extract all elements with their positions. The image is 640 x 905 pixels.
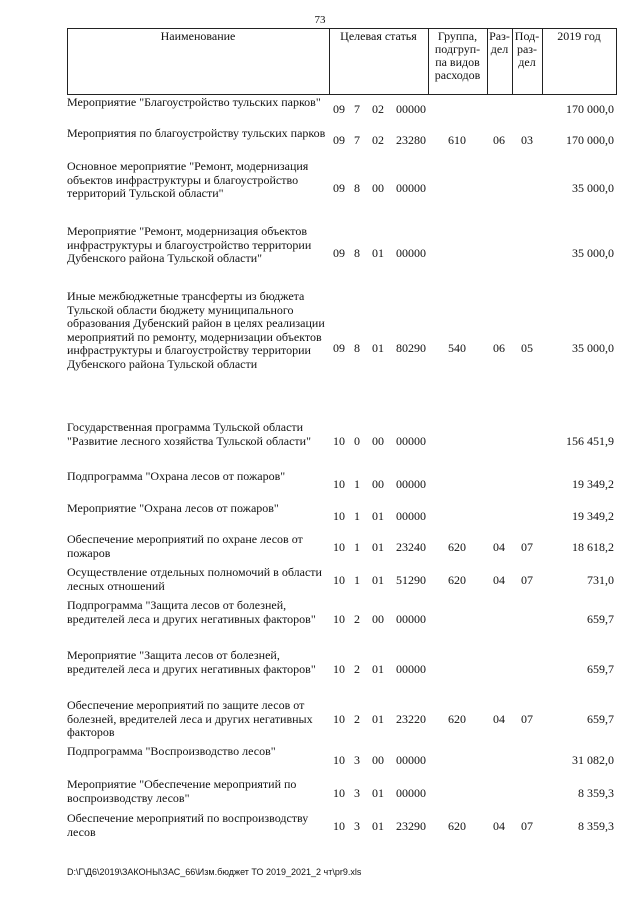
code-direction: 00000 [396,434,426,448]
code-event: 00 [372,477,384,491]
code-program: 09 [333,181,345,195]
amount: 18 618,2 [572,540,614,554]
code-direction: 00000 [396,181,426,195]
row-name: Мероприятие "Ремонт, модернизация объектов инфраструктуры и благоустройство территории Дубенского района Тульской области" [67,224,312,265]
amount: 8 359,3 [578,786,614,800]
row-name: Осуществление отдельных полномочий в области лесных отношений [67,565,322,593]
row-name: Подпрограмма "Защита лесов от болезней, вредителей леса и других негативных факторов" [67,598,316,626]
row-name: Государственная программа Тульской области "Развитие лесного хозяйства Тульской области" [67,420,311,448]
row-name: Подпрограмма "Охрана лесов от пожаров" [67,469,286,483]
table-header [67,28,617,95]
expense-group: 620 [448,712,466,726]
amount: 35 000,0 [572,181,614,195]
subsection: 07 [521,540,533,554]
code-program: 10 [333,662,345,676]
code-subprogram: 2 [354,712,360,726]
code-subprogram: 3 [354,819,360,833]
code-subprogram: 2 [354,662,360,676]
page-number: 73 [314,14,326,26]
code-subprogram: 8 [354,341,360,355]
code-subprogram: 3 [354,753,360,767]
row-name: Мероприятие "Благоустройство тульских парков" [67,95,321,109]
code-program: 10 [333,509,345,523]
code-event: 01 [372,573,384,587]
code-subprogram: 1 [354,540,360,554]
subsection: 05 [521,341,533,355]
row-name: Обеспечение мероприятий по охране лесов от пожаров [67,532,303,560]
file-path-footer: D:\Г\Д6\2019\ЗАКОНЫ\ЗАС_66\Изм.бюджет ТО 2019_2021_2 чт\pr9.xls [67,867,362,877]
code-direction: 00000 [396,477,426,491]
code-direction: 80290 [396,341,426,355]
row-name: Основное мероприятие "Ремонт, модернизация объектов инфраструктуры и благоустройство территорий Тульской области" [67,159,309,200]
expense-group: 620 [448,819,466,833]
amount: 35 000,0 [572,246,614,260]
subsection: 03 [521,133,533,147]
code-event: 02 [372,133,384,147]
header-subsection-line: Под- [514,29,540,43]
code-direction: 00000 [396,662,426,676]
header-group-line: Группа, [437,29,478,43]
header-subsection [512,30,542,69]
header-subsection-line: раз- [516,42,538,56]
code-direction: 00000 [396,612,426,626]
code-direction: 00000 [396,753,426,767]
amount: 659,7 [587,712,614,726]
code-event: 00 [372,612,384,626]
code-program: 10 [333,477,345,491]
code-direction: 23220 [396,712,426,726]
code-program: 10 [333,434,345,448]
code-program: 10 [333,540,345,554]
header-group-line: подгруп- [434,42,481,56]
code-subprogram: 7 [354,102,360,116]
code-program: 10 [333,819,345,833]
code-program: 09 [333,102,345,116]
code-subprogram: 2 [354,612,360,626]
section: 04 [493,540,505,554]
code-program: 09 [333,341,345,355]
row-name: Подпрограмма "Воспроизводство лесов" [67,744,276,758]
code-event: 01 [372,540,384,554]
row-name: Мероприятие "Обеспечение мероприятий по воспроизводству лесов" [67,777,297,805]
code-program: 10 [333,786,345,800]
row-name: Обеспечение мероприятий по защите лесов от болезней, вредителей леса и других негативных факторов [67,698,313,739]
code-event: 00 [372,753,384,767]
code-subprogram: 1 [354,573,360,587]
amount: 8 359,3 [578,819,614,833]
header-section [487,30,512,56]
header-name: Наименование [160,29,236,43]
header-group [428,30,487,82]
code-subprogram: 1 [354,477,360,491]
header-year: 2019 год [557,29,601,43]
code-event: 01 [372,786,384,800]
amount: 156 451,9 [566,434,614,448]
section: 04 [493,712,505,726]
code-event: 02 [372,102,384,116]
row-name: Обеспечение мероприятий по воспроизводству лесов [67,811,309,839]
code-subprogram: 7 [354,133,360,147]
amount: 19 349,2 [572,509,614,523]
code-event: 01 [372,712,384,726]
amount: 659,7 [587,612,614,626]
code-subprogram: 8 [354,181,360,195]
row-name: Иные межбюджетные трансферты из бюджета Тульской области бюджету муниципального образования Дубенский район в целях реализации мероприятий по ремонту, модернизации объектов инфраструктуры и благоустройству территории Дубенского района Тульской области [67,289,325,371]
row-name: Мероприятие "Охрана лесов от пожаров" [67,501,279,515]
code-direction: 23280 [396,133,426,147]
header-target: Целевая статья [340,29,417,43]
row-name: Мероприятия по благоустройству тульских парков [67,126,326,140]
code-subprogram: 0 [354,434,360,448]
subsection: 07 [521,573,533,587]
amount: 35 000,0 [572,341,614,355]
code-event: 01 [372,662,384,676]
section: 04 [493,819,505,833]
code-program: 10 [333,612,345,626]
expense-group: 610 [448,133,466,147]
code-direction: 00000 [396,786,426,800]
amount: 19 349,2 [572,477,614,491]
header-section-line: дел [490,42,509,56]
amount: 170 000,0 [566,133,614,147]
code-direction: 23240 [396,540,426,554]
code-event: 00 [372,181,384,195]
code-direction: 00000 [396,102,426,116]
code-direction: 00000 [396,246,426,260]
code-program: 10 [333,712,345,726]
code-event: 01 [372,819,384,833]
code-event: 01 [372,246,384,260]
subsection: 07 [521,712,533,726]
code-subprogram: 3 [354,786,360,800]
header-group-line: расходов [434,68,481,82]
header-group-line: па видов [435,55,480,69]
code-direction: 51290 [396,573,426,587]
code-event: 01 [372,341,384,355]
expense-group: 620 [448,540,466,554]
code-program: 10 [333,753,345,767]
amount: 659,7 [587,662,614,676]
code-event: 01 [372,509,384,523]
subsection: 07 [521,819,533,833]
expense-group: 540 [448,341,466,355]
code-event: 00 [372,434,384,448]
code-subprogram: 1 [354,509,360,523]
row-name: Мероприятие "Защита лесов от болезней, вредителей леса и других негативных факторов" [67,648,316,676]
section: 06 [493,341,505,355]
header-section-line: Раз- [489,29,510,43]
header-subsection-line: дел [518,55,536,69]
section: 06 [493,133,505,147]
code-program: 10 [333,573,345,587]
amount: 31 082,0 [572,753,614,767]
code-subprogram: 8 [354,246,360,260]
amount: 170 000,0 [566,102,614,116]
section: 04 [493,573,505,587]
expense-group: 620 [448,573,466,587]
code-direction: 00000 [396,509,426,523]
amount: 731,0 [587,573,614,587]
code-direction: 23290 [396,819,426,833]
code-program: 09 [333,133,345,147]
code-program: 09 [333,246,345,260]
